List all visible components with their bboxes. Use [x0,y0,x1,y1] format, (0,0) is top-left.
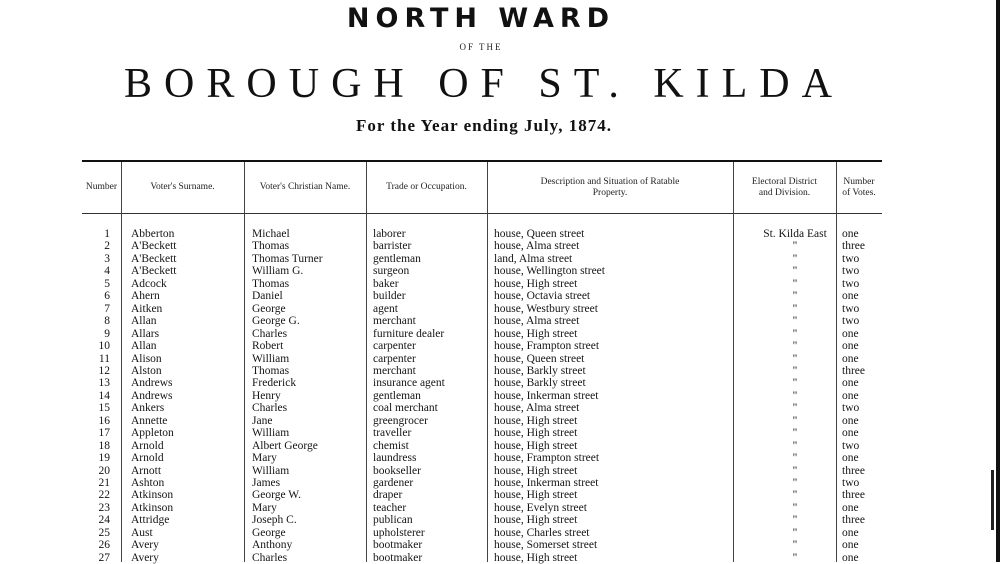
voter-votes: two [842,402,860,415]
voter-trade: carpenter [373,340,416,353]
table-row [0,402,1000,414]
voter-number: 11 [98,352,110,365]
voter-surname: Atkinson [131,501,174,514]
voter-votes: one [842,539,859,552]
voter-votes: one [842,327,859,340]
voter-trade: furniture dealer [373,327,445,340]
voter-surname: Allan [131,340,157,353]
voter-votes: one [842,427,859,440]
voter-christian-name: Albert George [252,439,318,452]
voter-property: house, High street [494,327,578,340]
voter-property: house, Octavia street [494,290,591,303]
voter-number: 19 [98,452,110,465]
voter-trade: barrister [373,240,412,253]
table-row [0,452,1000,464]
voter-surname: Allan [131,315,157,328]
voter-property: house, Inkerman street [494,477,599,489]
voter-number: 13 [98,377,110,390]
voter-trade: insurance agent [373,377,445,390]
voter-christian-name: Jane [252,414,273,427]
voter-district: " [792,551,798,564]
voter-trade: teacher [373,501,407,514]
voter-christian-name: George [252,302,286,315]
voter-property: house, High street [494,489,578,502]
voter-district: " [792,477,798,489]
voter-number: 24 [98,514,110,527]
voter-votes: three [842,364,865,377]
voter-district: St. Kilda East [763,228,827,240]
voter-district: " [792,377,798,390]
voter-property: house, Frampton street [494,452,600,465]
voter-trade: surgeon [373,265,410,278]
voter-votes: one [842,340,859,353]
voter-district: " [792,501,798,514]
voter-surname: Annette [131,414,168,427]
voter-votes: one [842,526,859,539]
voter-votes: one [842,551,859,564]
voter-district: " [792,277,798,290]
voter-property: house, High street [494,551,578,564]
table-row [0,552,1000,564]
header-property: Description and Situation of Ratable Property. [540,176,680,198]
voter-surname: Avery [131,539,159,552]
voter-property: house, Westbury street [494,302,598,315]
voter-number: 23 [98,501,110,514]
voter-surname: Appleton [131,427,174,440]
table-row [0,340,1000,352]
table-row [0,514,1000,526]
voter-surname: Ashton [131,477,165,489]
voter-christian-name: William [252,427,290,440]
voter-surname: Alston [131,364,162,377]
voter-christian-name: Frederick [252,377,297,390]
voter-district: " [792,452,798,465]
voter-number: 26 [98,539,110,552]
voter-votes: three [842,514,865,527]
voter-christian-name: Thomas [252,240,290,253]
voter-surname: A'Beckett [131,265,177,278]
voter-property: house, Barkly street [494,364,586,377]
voter-christian-name: George W. [252,489,301,502]
voter-trade: gardener [373,477,414,489]
voter-district: " [792,489,798,502]
voter-christian-name: Robert [252,340,284,353]
voter-district: " [792,464,798,477]
voter-trade: publican [373,514,413,527]
voter-surname: Arnold [131,439,164,452]
header-number: Number [85,182,118,192]
table-row [0,477,1000,489]
voter-trade: bookseller [373,464,421,477]
voter-christian-name: Joseph C. [252,514,297,527]
voter-trade: upholsterer [373,526,425,539]
voter-district: " [792,290,798,303]
voter-votes: one [842,501,859,514]
voter-christian-name: Daniel [252,290,283,303]
voter-votes: two [842,252,860,265]
voter-trade: laundress [373,452,417,465]
voter-votes: one [842,389,859,402]
voter-property: house, Alma street [494,240,580,253]
table-row [0,440,1000,452]
voter-district: " [792,526,798,539]
voter-property: house, Frampton street [494,340,600,353]
voter-trade: greengrocer [373,414,428,427]
table-row [0,390,1000,402]
voter-christian-name: Thomas [252,277,290,290]
voter-christian-name: William [252,352,290,365]
year-line: For the Year ending July, 1874. [356,116,612,135]
voter-trade: merchant [373,364,416,377]
voter-christian-name: Thomas [252,364,290,377]
voter-votes: one [842,377,859,390]
voter-trade: laborer [373,228,406,240]
voter-trade: builder [373,290,406,303]
voter-christian-name: William [252,464,290,477]
voter-votes: one [842,452,859,465]
voter-votes: three [842,489,865,502]
table-row [0,365,1000,377]
voter-district: " [792,327,798,340]
voter-christian-name: Mary [252,501,277,514]
voter-number: 15 [98,402,110,415]
voter-surname: A'Beckett [131,240,177,253]
voter-trade: baker [373,277,399,290]
voter-property: house, Alma street [494,315,580,328]
voter-district: " [792,302,798,315]
voter-christian-name: Mary [252,452,277,465]
table-row [0,539,1000,551]
table-row [0,303,1000,315]
voter-christian-name: Michael [252,228,290,240]
voter-christian-name: Anthony [252,539,293,552]
voter-surname: Andrews [131,389,173,402]
voter-property: house, Alma street [494,402,580,415]
voter-property: house, Somerset street [494,539,598,552]
voter-number: 16 [98,414,110,427]
voter-surname: Atkinson [131,489,174,502]
voter-christian-name: Thomas Turner [252,252,323,265]
voter-district: " [792,240,798,253]
table-row [0,527,1000,539]
voter-surname: Avery [131,551,159,564]
table-row [0,290,1000,302]
voter-christian-name: Charles [252,551,288,564]
voter-number: 14 [98,389,110,402]
table-row [0,502,1000,514]
voter-number: 7 [104,302,110,315]
ward-title: NORTH WARD [346,3,616,34]
voter-district: " [792,414,798,427]
voter-christian-name: William G. [252,265,304,278]
voter-property: house, Inkerman street [494,389,599,402]
table-header-rule [82,213,882,214]
voter-property: house, Queen street [494,352,585,365]
voter-district: " [792,352,798,365]
voter-number: 25 [98,526,110,539]
voter-christian-name: Henry [252,389,281,402]
voter-votes: three [842,240,865,253]
voter-surname: Allars [131,327,160,340]
table-row [0,315,1000,327]
table-row [0,465,1000,477]
voter-number: 20 [98,464,110,477]
voter-surname: Aust [131,526,153,539]
voter-district: " [792,439,798,452]
voter-christian-name: Charles [252,327,288,340]
table-row [0,328,1000,340]
voter-property: house, High street [494,514,578,527]
voter-property: house, Queen street [494,228,585,240]
voter-district: " [792,514,798,527]
voter-property: house, High street [494,464,578,477]
table-row [0,415,1000,427]
voter-christian-name: George [252,526,286,539]
voter-property: house, Barkly street [494,377,586,390]
voter-votes: two [842,439,860,452]
voter-trade: bootmaker [373,551,423,564]
voter-property: house, High street [494,414,578,427]
voter-number: 5 [104,277,110,290]
voter-trade: chemist [373,439,409,452]
voter-number: 21 [98,477,110,489]
voter-trade: bootmaker [373,539,423,552]
voter-number: 6 [104,290,110,303]
voter-surname: Alison [131,352,162,365]
table-row [0,253,1000,265]
voter-number: 18 [98,439,110,452]
voter-votes: one [842,414,859,427]
voter-trade: traveller [373,427,412,440]
voter-surname: Ahern [131,290,160,303]
voter-number: 1 [104,228,110,240]
table-row [0,240,1000,252]
voter-property: house, High street [494,427,578,440]
borough-title: BOROUGH OF ST. KILDA [124,61,844,107]
voter-property: house, High street [494,439,578,452]
voter-trade: coal merchant [373,402,438,415]
voter-district: " [792,265,798,278]
voter-christian-name: James [252,477,281,489]
voter-property: land, Alma street [494,252,573,265]
table-row [0,377,1000,389]
voter-surname: Adcock [131,277,167,290]
voter-number: 12 [98,364,110,377]
voter-property: house, Wellington street [494,265,605,278]
voter-district: " [792,315,798,328]
table-row [0,489,1000,501]
table-row [0,228,1000,240]
header-votes: Number of Votes. [842,176,876,198]
voter-christian-name: Charles [252,402,288,415]
voter-votes: two [842,315,860,328]
voter-surname: Aitken [131,302,163,315]
voter-number: 9 [104,327,110,340]
voter-property: house, High street [494,277,578,290]
voter-number: 27 [98,551,110,564]
voter-district: " [792,340,798,353]
voter-trade: gentleman [373,252,421,265]
voter-christian-name: George G. [252,315,300,328]
voter-votes: one [842,290,859,303]
voter-trade: merchant [373,315,416,328]
voter-district: " [792,427,798,440]
table-row [0,353,1000,365]
voter-district: " [792,364,798,377]
voter-surname: Abberton [131,228,175,240]
voter-surname: Andrews [131,377,173,390]
voter-votes: two [842,277,860,290]
voter-votes: one [842,352,859,365]
header-trade: Trade or Occupation. [386,182,467,192]
voter-votes: three [842,464,865,477]
header-surname: Voter's Surname. [150,182,215,192]
voter-property: house, Charles street [494,526,590,539]
voter-number: 8 [104,315,110,328]
voter-surname: Ankers [131,402,165,415]
header-christian-name: Voter's Christian Name. [259,182,351,192]
voter-number: 3 [104,252,110,265]
voter-property: house, Evelyn street [494,501,587,514]
of-the-text: OF THE [459,42,503,52]
voter-surname: A'Beckett [131,252,177,265]
voter-votes: two [842,477,860,489]
voter-trade: carpenter [373,352,416,365]
voter-trade: gentleman [373,389,421,402]
voter-district: " [792,389,798,402]
voter-surname: Arnott [131,464,162,477]
voter-surname: Arnold [131,452,164,465]
table-row [0,265,1000,277]
voter-votes: one [842,228,859,240]
table-row [0,427,1000,439]
voter-number: 10 [98,340,110,353]
voter-number: 22 [98,489,110,502]
table-row [0,278,1000,290]
voter-trade: draper [373,489,403,502]
voter-votes: two [842,265,860,278]
voter-district: " [792,402,798,415]
voter-district: " [792,539,798,552]
voter-district: " [792,252,798,265]
voter-number: 2 [104,240,110,253]
voter-surname: Attridge [131,514,170,527]
voter-trade: agent [373,302,398,315]
voter-number: 17 [98,427,110,440]
voter-votes: two [842,302,860,315]
header-district: Electoral District and Division. [751,176,818,198]
voter-number: 4 [104,265,110,278]
